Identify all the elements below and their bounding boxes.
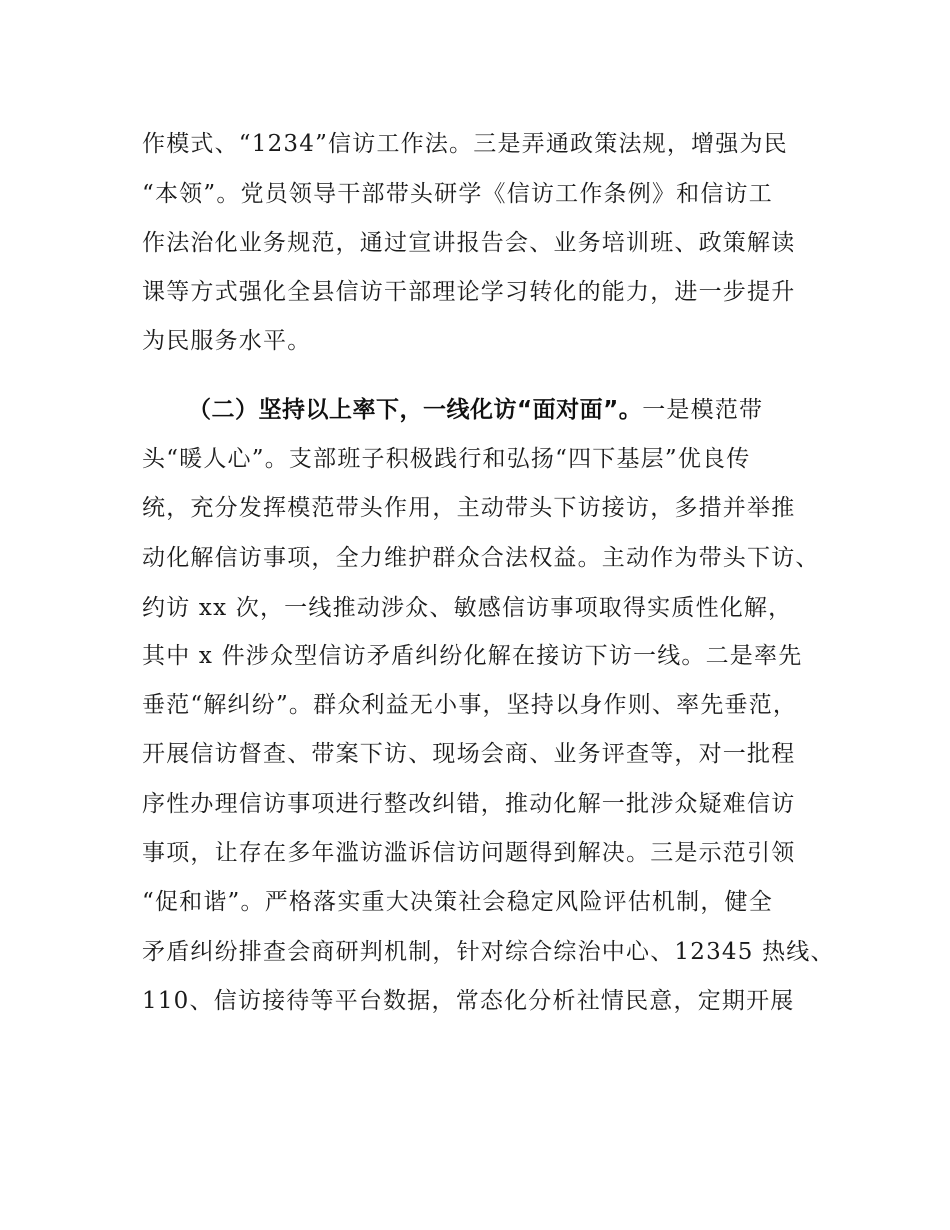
paragraph-2-line-4: 动化解信访事项，全力维护群众合法权益。主动作为带头下访、 — [142, 545, 820, 571]
paragraph-2-line-11: “促和谐”。严格落实重大决策社会稳定风险评估机制，健全 — [142, 889, 773, 915]
paragraph-1-line-5: 为民服务水平。 — [142, 328, 312, 354]
paragraph-2-line-7: 垂范“解纠纷”。群众利益无小事，坚持以身作则、率先垂范， — [142, 692, 798, 718]
paragraph-1-line-1: 作模式、“1234”信访工作法。三是弄通政策法规，增强为民 — [142, 131, 788, 157]
paragraph-2-line-5: 约访 xx 次，一线推动涉众、敏感信访事项取得实质性化解， — [142, 595, 793, 621]
paragraph-2-line-3: 统，充分发挥模范带头作用，主动带头下访接访，多措并举推 — [142, 495, 796, 521]
paragraph-2-line-2: 头“暖人心”。支部班子积极践行和弘扬“四下基层”优良传 — [142, 446, 751, 472]
paragraph-2-line-12: 矛盾纠纷排查会商研判机制，针对综合综治中心、12345 热线、 — [142, 939, 835, 965]
paragraph-2-line-9: 序性办理信访事项进行整改纠错，推动化解一批涉众疑难信访 — [142, 791, 796, 817]
paragraph-1-line-2: “本领”。党员领导干部带头研学《信访工作条例》和信访工 — [142, 181, 773, 207]
paragraph-2-line-10: 事项，让存在多年滥访滥诉信访问题得到解决。三是示范引领 — [142, 840, 796, 866]
paragraph-1-line-3: 作法治化业务规范，通过宣讲报告会、业务培训班、政策解读 — [142, 230, 796, 256]
paragraph-2-line-6: 其中 x 件涉众型信访矛盾纠纷化解在接访下访一线。二是率先 — [142, 643, 803, 669]
section-heading: （二）坚持以上率下，一线化访“面对面”。 — [188, 397, 643, 423]
paragraph-2-line-1-rest: 一是模范带 — [642, 397, 764, 423]
paragraph-2-line-8: 开展信访督查、带案下访、现场会商、业务评查等，对一批程 — [142, 741, 796, 767]
paragraph-2-line-1 — [188, 395, 763, 425]
paragraph-2-line-13: 110、信访接待等平台数据，常态化分析社情民意，定期开展 — [142, 988, 795, 1014]
paragraph-1-line-4: 课等方式强化全县信访干部理论学习转化的能力，进一步提升 — [142, 279, 796, 305]
